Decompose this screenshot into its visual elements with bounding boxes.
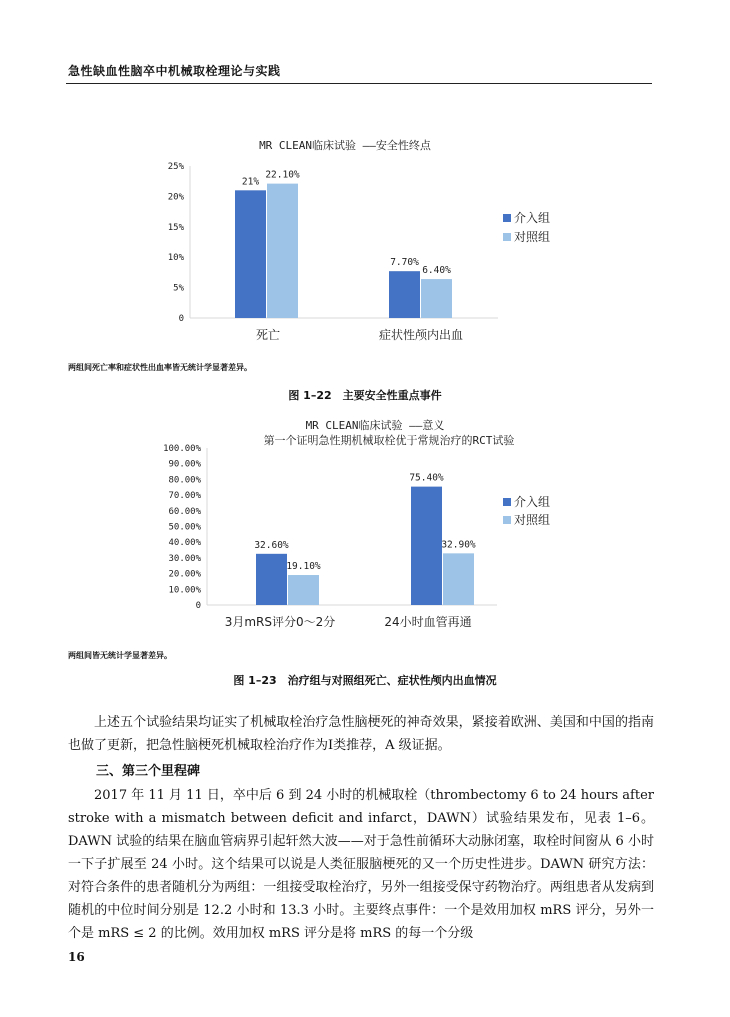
chart2-subtitle: 第一个证明急性期机械取栓优于常规治疗的RCT试验 — [263, 434, 515, 447]
chart1-y-tick-label: 10% — [167, 253, 184, 264]
chart1-category-label: 死亡 — [255, 328, 281, 342]
chart2-category-label: 24小时血管再通 — [384, 615, 472, 629]
chart2-data-label: 32.90% — [441, 539, 476, 551]
chart2-title: MR CLEAN临床试验 ——意义 — [305, 419, 445, 432]
chart1-y-tick-label: 20% — [167, 192, 184, 203]
chart1-data-label: 22.10% — [265, 169, 300, 181]
chart1-category-label: 症状性颅内出血 — [378, 328, 464, 342]
chart2-legend-intervention: 介入组 — [514, 495, 551, 509]
paragraph-text: 2017 年 11 月 11 日，卒中后 6 到 24 小时的机械取栓（thrombectomy 6 to 24 hours after stroke with a mismatch between deficit and infarct，DAWN）试验结果发布，见表 1–6。DAWN 试验的结果在脑血管病界引起轩然大波——对于急性前循环大动脉闭塞，取栓时间窗从 6 小时一下子扩展至 24 小时。这个结果可以说是人类征服脑梗死的又一个历史性进步。DAWN 研究方法：对符合条件的患者随机分为两组：一组接受取栓治疗，另外一组接受保守药物治疗。两组患者从发病到随机的中位时间分别是 12.2 小时和 13.3 小时。主要终点事件：一个是效用加权 mRS 评分，另外一个是 mRS ≤ 2 的比例。效用加权 mRS 评分是将 mRS 的每一个分级 — [68, 788, 654, 941]
chart2-bar-intervention — [256, 554, 287, 605]
chart2-y-tick-label: 60.00% — [168, 506, 201, 517]
chart2-category-label: 3月mRS评分0～2分 — [224, 615, 336, 629]
chart1-y-tick-label: 25% — [167, 162, 184, 172]
running-header: 急性缺血性脑卒中机械取栓理论与实践 — [68, 64, 281, 78]
chart2-bar-control — [288, 575, 319, 605]
chart2-y-tick-label: 80.00% — [168, 475, 201, 486]
chart2-bar-control — [443, 553, 474, 605]
chart1-data-label: 21% — [241, 176, 260, 188]
chart1-data-label: 6.40% — [422, 265, 451, 277]
chart1-title: MR CLEAN临床试验 ——安全性终点 — [259, 139, 431, 152]
chart2-y-tick-label: 0 — [195, 601, 201, 611]
body-paragraph-2 — [68, 784, 654, 945]
chart2-y-tick-label: 70.00% — [168, 491, 201, 502]
chart1-y-tick-label: 0 — [178, 314, 184, 324]
section-heading: 三、第三个里程碑 — [96, 764, 201, 779]
body-paragraph-1 — [68, 711, 654, 757]
chart2-y-tick-label: 100.00% — [163, 444, 201, 454]
chart1-legend-control: 对照组 — [514, 230, 551, 244]
chart2-bar-intervention — [411, 487, 442, 605]
figure1-caption: 图 1–22 主要安全性重点事件 — [288, 389, 442, 402]
page-number: 16 — [68, 950, 85, 964]
chart2-data-label: 75.40% — [409, 472, 444, 484]
paragraph-text: 上述五个试验结果均证实了机械取栓治疗急性脑梗死的神奇效果，紧接着欧洲、美国和中国的指南也做了更新，把急性脑梗死机械取栓治疗作为Ⅰ类推荐，A 级证据。 — [68, 715, 654, 753]
chart2-y-tick-label: 20.00% — [168, 569, 201, 580]
chart2-legend-swatch-control — [503, 516, 511, 524]
figure2-note: 两组间皆无统计学显著差异。 — [68, 651, 172, 660]
chart2-data-label: 19.10% — [286, 561, 321, 573]
chart1-data-label: 7.70% — [390, 257, 419, 269]
chart2-y-tick-label: 30.00% — [168, 553, 201, 564]
figure1-note: 两组间死亡率和症状性出血率皆无统计学显著差异。 — [68, 363, 252, 372]
chart2-y-tick-label: 50.00% — [168, 522, 201, 533]
chart2-y-tick-label: 40.00% — [168, 538, 201, 549]
figure2-caption: 图 1–23 治疗组与对照组死亡、症状性颅内出血情况 — [233, 674, 497, 687]
chart1-y-tick-label: 5% — [173, 283, 184, 294]
chart2-y-tick-label: 10.00% — [168, 585, 201, 596]
chart2-data-label: 32.60% — [254, 539, 289, 551]
chart1-legend-intervention: 介入组 — [514, 211, 551, 225]
chart2-legend-control: 对照组 — [514, 513, 551, 527]
chart2-y-tick-label: 90.00% — [168, 459, 201, 470]
chart2-legend-swatch-intervention — [503, 498, 511, 506]
chart1-y-tick-label: 15% — [167, 222, 184, 233]
